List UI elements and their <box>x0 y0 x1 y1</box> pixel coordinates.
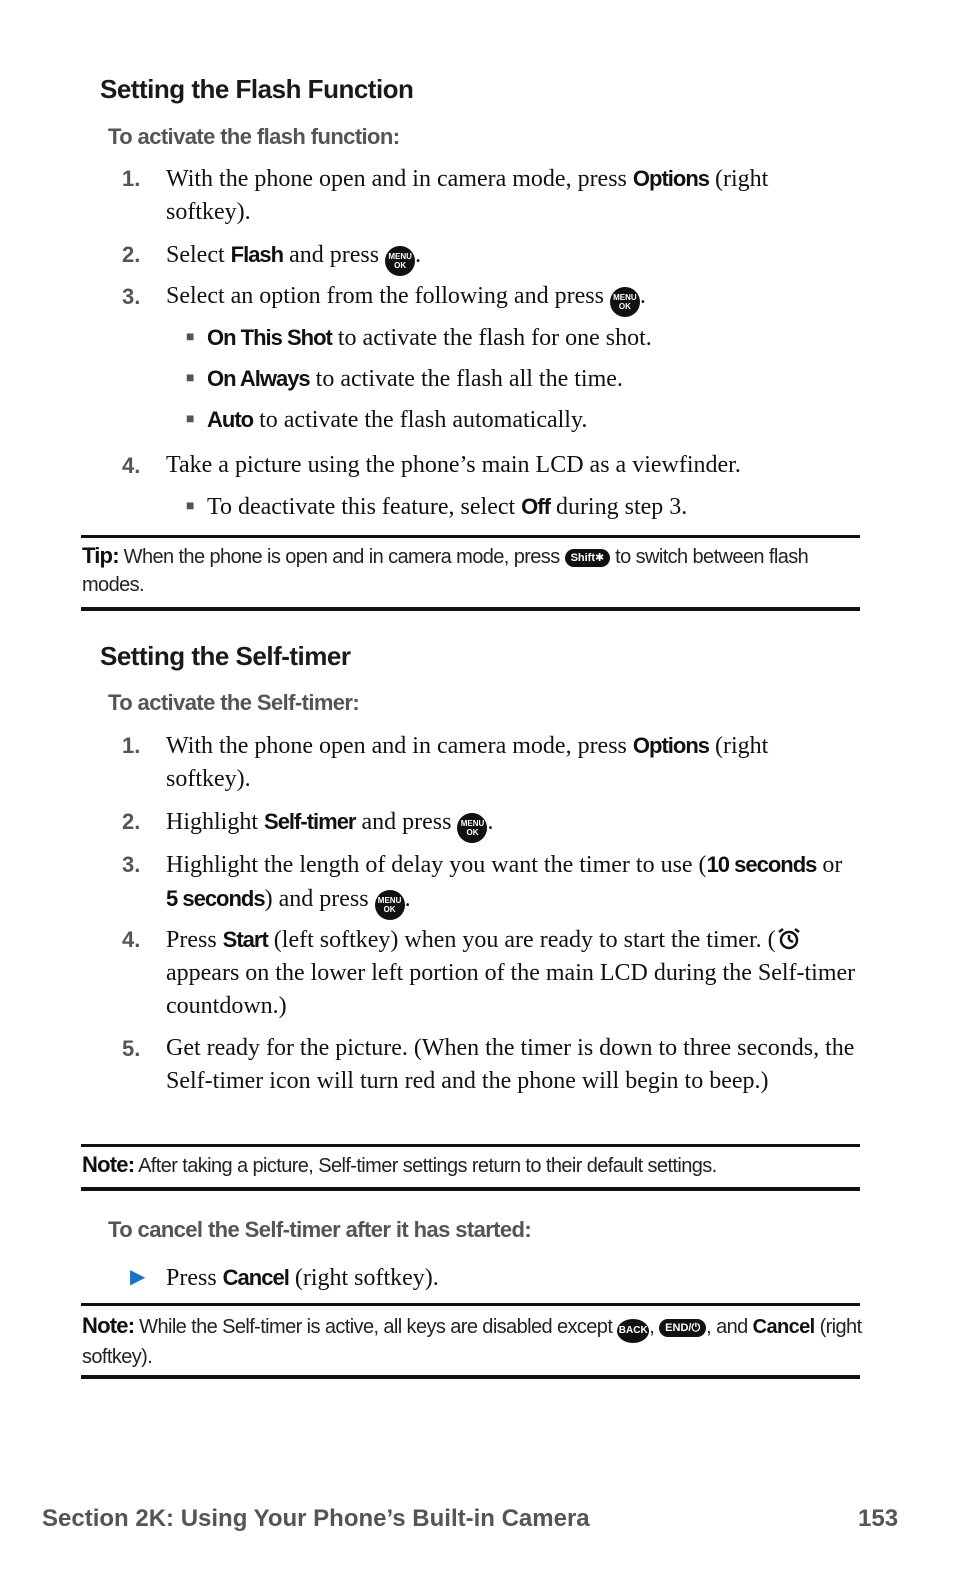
tip-box: Tip: When the phone is open and in camera mode, press Shift✱ to switch between flash modes. <box>82 543 809 596</box>
bullet-icon: ■ <box>186 371 195 386</box>
options-key: Options <box>632 166 709 191</box>
back-key-icon: BACK <box>617 1319 649 1343</box>
bullet-icon: ■ <box>186 412 195 427</box>
step-number: 2. <box>122 809 141 834</box>
step-number: 2. <box>122 242 141 267</box>
options-key: Options <box>632 733 709 758</box>
divider <box>81 1144 860 1147</box>
page-number: 153 <box>858 1505 899 1532</box>
option-item: On This Shot to activate the flash for one shot. <box>207 325 652 351</box>
subheading-activate-flash: To activate the flash function: <box>108 124 400 149</box>
step-text: Highlight the length of delay you want the timer to use (10 seconds or 5 seconds) and press MENU OK . <box>166 848 856 920</box>
start-key: Start <box>222 927 268 952</box>
subheading-cancel-selftimer: To cancel the Self-timer after it has started: <box>108 1217 532 1242</box>
end-power-key-icon: END/⏻ <box>659 1319 706 1337</box>
bullet-icon: ■ <box>186 330 195 345</box>
option-item: Auto to activate the flash automatically. <box>207 407 588 433</box>
bullet-icon: ■ <box>186 499 195 514</box>
arrow-bullet-icon: ▶ <box>130 1266 146 1288</box>
divider <box>81 535 860 538</box>
step-text: With the phone open and in camera mode, press Options (right softkey). <box>166 166 769 225</box>
step-text: Press Start (left softkey) when you are ready to start the timer. ( appears on the lower left portion of the main LCD during the Self-timer countdown.) <box>166 927 856 1019</box>
footer-section-title: Section 2K: Using Your Phone’s Built-in Camera <box>42 1505 590 1532</box>
menu-ok-key-icon: MENU OK <box>375 890 405 920</box>
step-number: 5. <box>122 1036 141 1061</box>
shift-star-key-icon: Shift✱ <box>565 549 611 567</box>
note-box: Note: After taking a picture, Self-timer settings return to their default settings. <box>82 1152 717 1177</box>
cancel-key: Cancel <box>222 1265 289 1290</box>
step-text: Select an option from the following and press MENU OK . <box>166 280 856 317</box>
step-number: 1. <box>122 733 141 758</box>
divider <box>81 607 860 611</box>
cancel-step-text: Press Cancel (right softkey). <box>166 1265 439 1291</box>
step-text: Take a picture using the phone’s main LCD as a viewfinder. <box>166 452 741 478</box>
subheading-activate-selftimer: To activate the Self-timer: <box>108 690 360 715</box>
self-timer-icon <box>776 927 802 951</box>
flash-key: Flash <box>230 242 284 267</box>
step-number: 4. <box>122 927 141 952</box>
section-heading-selftimer: Setting the Self-timer <box>100 641 351 671</box>
note-box: Note: While the Self-timer is active, all keys are disabled except BACK, END/⏻ , and Cancel (right softkey). <box>82 1313 862 1368</box>
option-item: On Always to activate the flash all the time. <box>207 366 623 392</box>
step-number: 3. <box>122 284 141 309</box>
step-text: With the phone open and in camera mode, press Options (right softkey). <box>166 733 769 792</box>
divider <box>81 1375 860 1379</box>
step-number: 4. <box>122 453 141 478</box>
section-heading-flash: Setting the Flash Function <box>100 74 414 104</box>
step-number: 1. <box>122 166 141 191</box>
step-text: Get ready for the picture. (When the timer is down to three seconds, the Self-timer icon will turn red and the phone will begin to beep.) <box>166 1035 855 1094</box>
divider <box>81 1303 860 1306</box>
divider <box>81 1187 860 1191</box>
selftimer-key: Self-timer <box>264 809 356 834</box>
step-text: Select Flash and press MENU OK . <box>166 238 856 276</box>
step-text: Highlight Self-timer and press MENU OK . <box>166 805 856 843</box>
menu-ok-key-icon: MENU OK <box>385 246 415 276</box>
deactivate-item: To deactivate this feature, select Off during step 3. <box>207 494 688 520</box>
menu-ok-key-icon: MENU OK <box>610 287 640 317</box>
step-number: 3. <box>122 852 141 877</box>
menu-ok-key-icon: MENU OK <box>457 813 487 843</box>
